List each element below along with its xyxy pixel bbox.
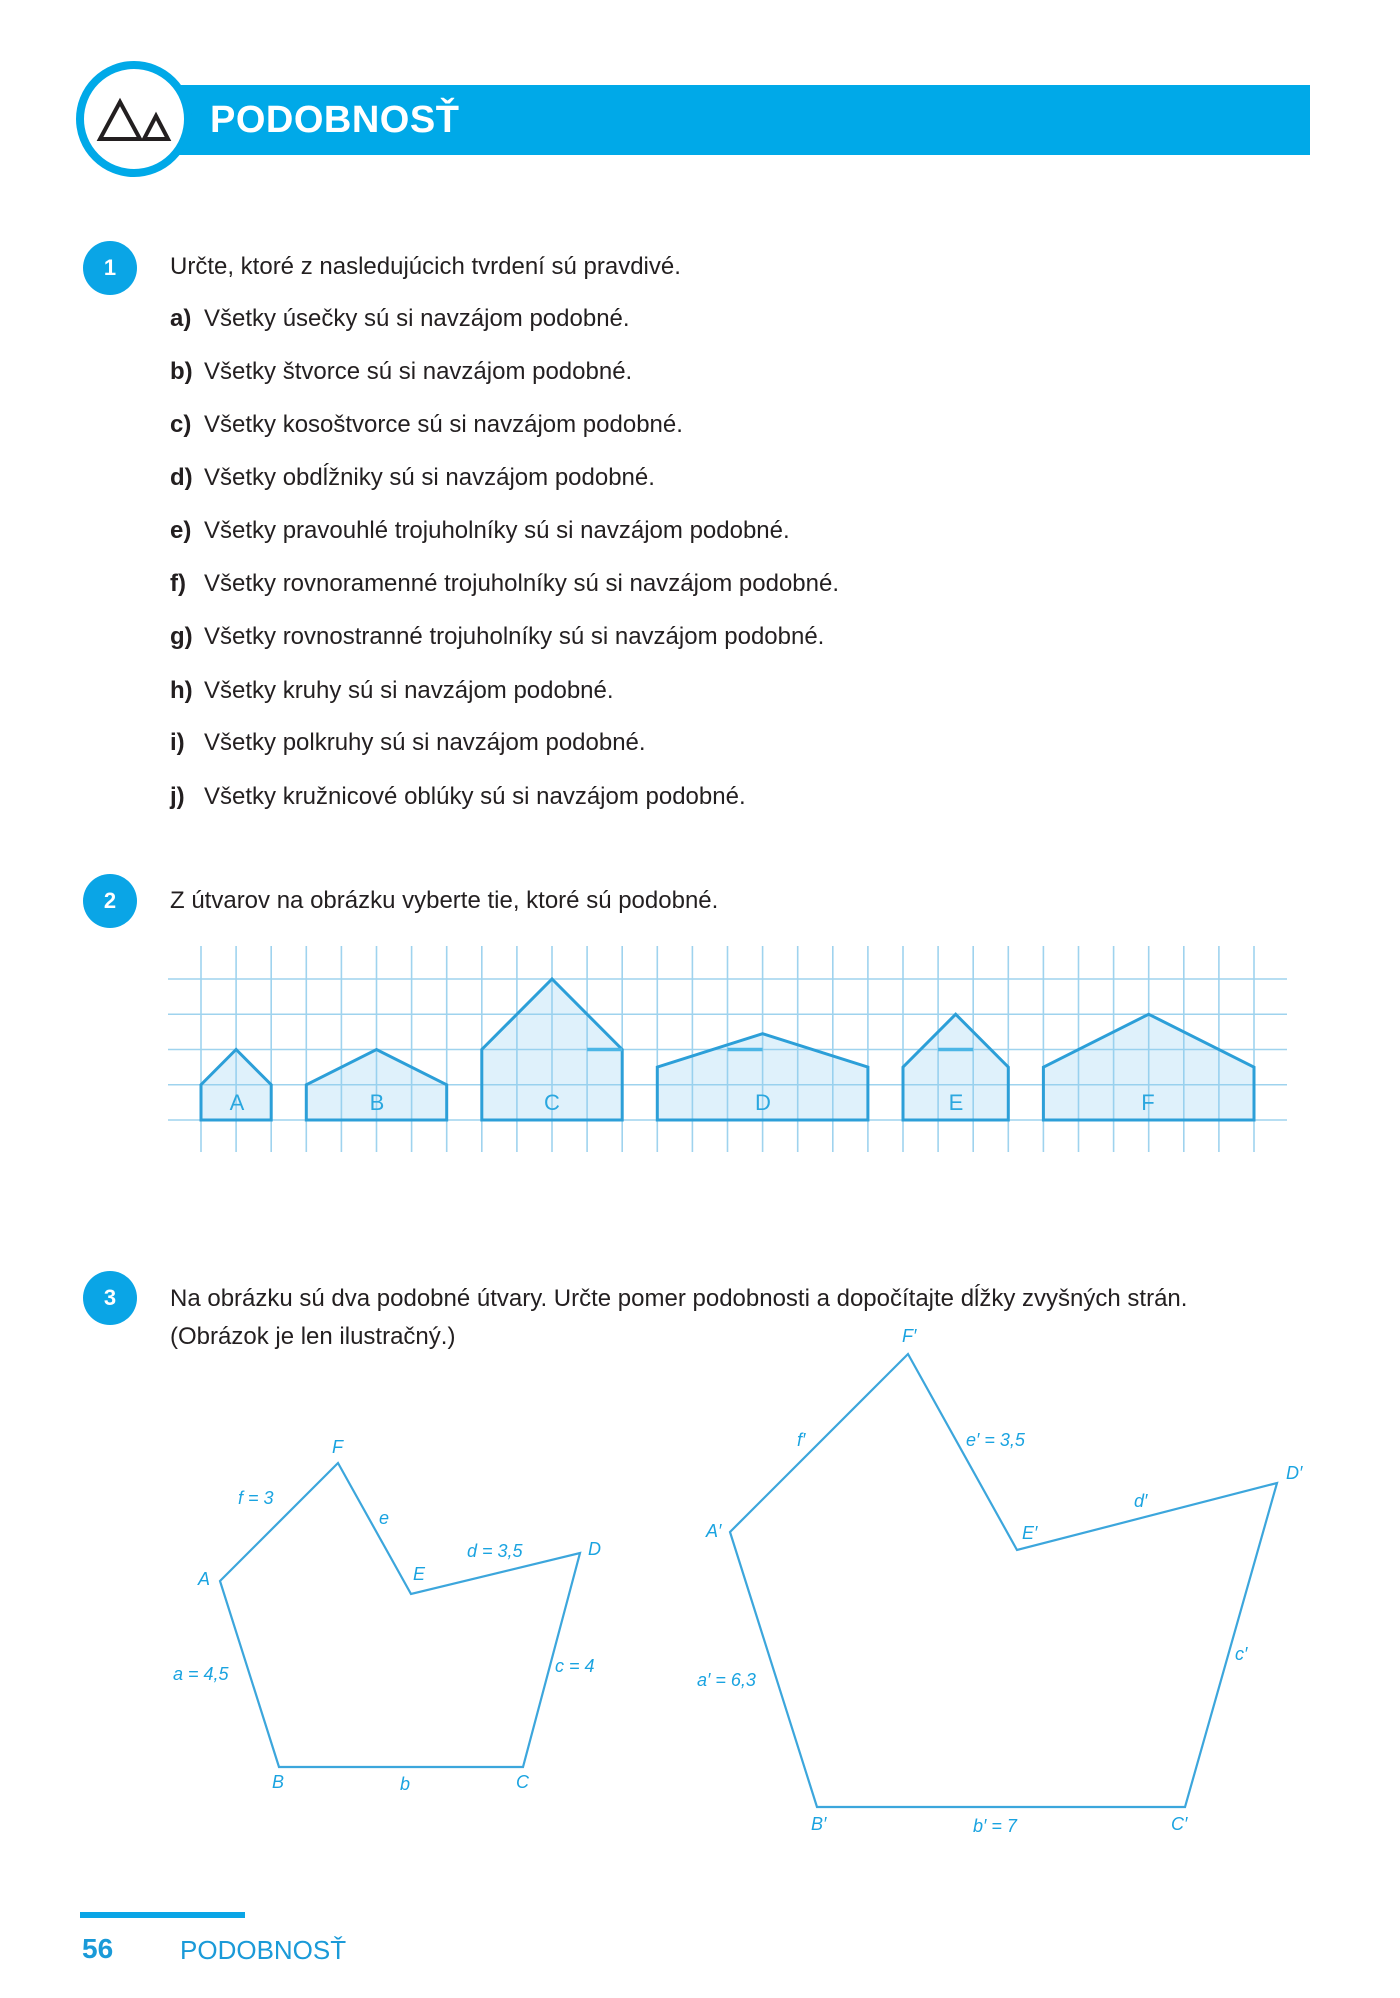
- vertex-label-E: E: [413, 1564, 426, 1584]
- polygon-abcdef: [220, 1463, 580, 1767]
- exercise-number-badge: 1: [83, 241, 137, 295]
- item-label: a): [170, 305, 192, 332]
- polygon-abcdef-prime: [730, 1354, 1277, 1807]
- item-text: Všetky pravouhlé trojuholníky sú si navzájom podobné.: [204, 517, 790, 544]
- vertex-label-A-prime: A′: [706, 1521, 722, 1541]
- vertex-label-F-prime: F′: [902, 1326, 917, 1346]
- vertex-label-C: C: [516, 1772, 529, 1792]
- item-label: g): [170, 623, 193, 650]
- vertex-label-A: A: [198, 1569, 211, 1589]
- vertex-label-B-prime: B′: [811, 1814, 827, 1834]
- item-text: Všetky kruhy sú si navzájom podobné.: [204, 677, 614, 704]
- item-label: i): [170, 729, 185, 756]
- exercise-number-badge: 3: [83, 1271, 137, 1325]
- side-label-f-prime: f′: [797, 1430, 806, 1450]
- side-label-a: a = 4,5: [173, 1664, 229, 1684]
- side-label-d: d = 3,5: [467, 1541, 523, 1561]
- footer-section-title: PODOBNOSŤ: [180, 1935, 347, 1965]
- shape-label-C: C: [544, 1090, 560, 1115]
- item-text: Všetky štvorce sú si navzájom podobné.: [204, 358, 633, 385]
- vertex-label-F: F: [332, 1437, 343, 1457]
- item-text: Všetky polkruhy sú si navzájom podobné.: [204, 729, 646, 756]
- side-label-e: e: [379, 1508, 390, 1528]
- side-label-c: c = 4: [555, 1656, 595, 1676]
- vertex-label-E-prime: E′: [1022, 1523, 1038, 1543]
- vertex-label-D-prime: D′: [1286, 1463, 1303, 1483]
- item-label: j): [170, 783, 185, 810]
- shape-label-E: E: [948, 1090, 964, 1115]
- item-label: c): [170, 411, 192, 438]
- item-label: e): [170, 517, 192, 544]
- item-label: h): [170, 677, 193, 704]
- shape-label-F: F: [1141, 1090, 1155, 1115]
- item-text: Všetky rovnoramenné trojuholníky sú si navzájom podobné.: [204, 570, 840, 597]
- exercise-note: (Obrázok je len ilustračný.): [170, 1323, 456, 1350]
- shape-label-D: D: [755, 1090, 771, 1115]
- side-label-f: f = 3: [238, 1488, 274, 1508]
- item-label: d): [170, 464, 193, 491]
- vertex-label-C-prime: C′: [1171, 1814, 1188, 1834]
- side-label-e-prime: e′ = 3,5: [966, 1430, 1025, 1450]
- exercise-number-badge: 2: [83, 874, 137, 928]
- item-label: f): [170, 570, 186, 597]
- exercise-prompt: Na obrázku sú dva podobné útvary. Určte pomer podobnosti a dopočítajte dĺžky zvyšných strán.: [170, 1285, 1188, 1312]
- side-label-b-prime: b′ = 7: [973, 1816, 1017, 1836]
- exercise-prompt: Určte, ktoré z nasledujúcich tvrdení sú pravdivé.: [170, 253, 681, 280]
- item-text: Všetky kružnicové oblúky sú si navzájom podobné.: [204, 783, 746, 810]
- shape-label-B: B: [369, 1090, 385, 1115]
- vertex-label-D: D: [588, 1539, 601, 1559]
- shape-label-A: A: [229, 1090, 245, 1115]
- side-label-c-prime: c′: [1235, 1644, 1248, 1664]
- exercise-prompt: Z útvarov na obrázku vyberte tie, ktoré sú podobné.: [170, 887, 719, 914]
- item-text: Všetky kosoštvorce sú si navzájom podobné.: [204, 411, 683, 438]
- item-label: b): [170, 358, 193, 385]
- page-title: PODOBNOSŤ: [210, 99, 460, 141]
- footer-rule: [80, 1912, 245, 1918]
- item-text: Všetky úsečky sú si navzájom podobné.: [204, 305, 630, 332]
- side-label-b: b: [400, 1774, 411, 1794]
- item-text: Všetky rovnostranné trojuholníky sú si navzájom podobné.: [204, 623, 825, 650]
- side-label-a-prime: a′ = 6,3: [697, 1670, 756, 1690]
- item-text: Všetky obdĺžniky sú si navzájom podobné.: [204, 464, 655, 491]
- page-number: 56: [82, 1933, 114, 1964]
- vertex-label-B: B: [272, 1772, 285, 1792]
- side-label-d-prime: d′: [1134, 1491, 1148, 1511]
